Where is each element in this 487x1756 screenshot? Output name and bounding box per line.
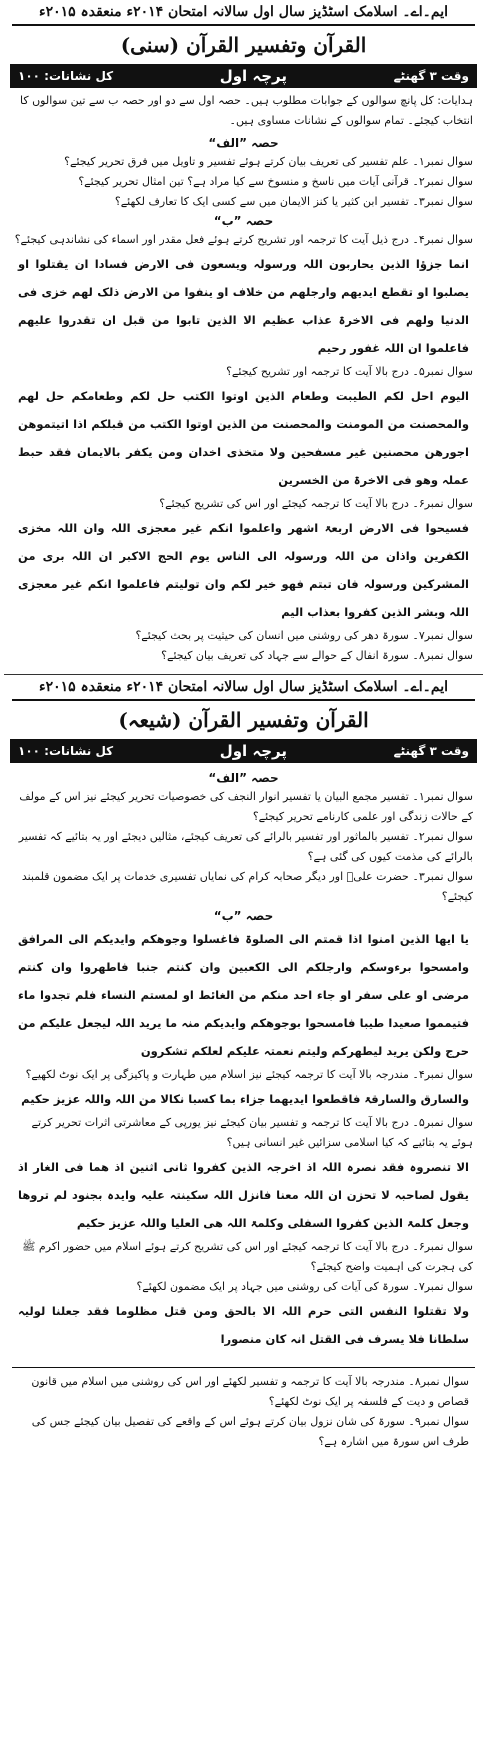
- question-4: سوال نمبر۴۔ درج ذیل آیت کا ترجمہ اور تشریح کرتے ہوئے فعل مقدر اور اسماء کی نشاندہی کیجئے؟: [14, 233, 473, 246]
- question-2: سوال نمبر۲۔ تفسیر بالماثور اور تفسیر بالرائے کی تعریف کیجئے، مثالیں دیجئے اور یہ بتائیے کہ تفسیر بالرائے کی مذمت کیوں کی گئی ہے؟: [18, 830, 473, 863]
- exam-header: ایم۔اے۔ اسلامک اسٹڈیز سال اول سالانہ امتحان ۲۰۱۴ء منعقدہ ۲۰۱۵ء: [38, 679, 448, 695]
- question-6: سوال نمبر۶۔ درج بالا آیت کا ترجمہ کیجئے اور اس کی تشریح کیجئے؟: [159, 497, 473, 510]
- verse-q4: انما جزؤا الذین یحاربون اللہ ورسولہ ویسعون فی الارض فسادا ان یقتلوا او یصلبوا او تقطع ایدیھم وارجلھم من خلاف او ینفوا من الارض ذلک لھم خزی فی الدنیا ولھم فی الاخرۃ عذاب عظیم الا الذین تابوا من قبل ان تقدروا علیھم فاعلموا ان اللہ غفور رحیم: [18, 257, 469, 355]
- verse-q7: ولا تقتلوا النفس التی حرم اللہ الا بالحق ومن قتل مظلوما فقد جعلنا لولیہ سلطانا فلا یسرف فی القتل انہ کان منصورا: [18, 1304, 469, 1346]
- question-5: سوال نمبر۵۔ درج بالا آیت کا ترجمہ و تفسیر بیان کیجئے نیز یورپی کے معاشرتی اثرات تحریر کرتے ہوئے یہ بتائیے کہ کیا اسلامی سزائیں غیر انسانی ہیں؟: [31, 1116, 473, 1149]
- question-7: سوال نمبر۷۔ سورۃ دھر کی روشنی میں انسان کی حیثیت پر بحث کیجئے؟: [135, 629, 473, 642]
- subject-title: القرآن وتفسیر القرآن (سنی): [120, 33, 367, 57]
- question-7: سوال نمبر۷۔ سورۃ کی آیات کی روشنی میں جہاد پر ایک مضمون لکھئے؟: [136, 1280, 473, 1293]
- question-4: سوال نمبر۴۔ مندرجہ بالا آیت کا ترجمہ کیجئے نیز اسلام میں طہارت و پاکیزگی پر ایک نوٹ لکھیے؟: [25, 1068, 473, 1081]
- time-label: وقت ۳ گھنٹے: [393, 69, 469, 83]
- instructions: ہدایات: کل پانچ سوالوں کے جوابات مطلوب ہیں۔ حصہ اول سے دو اور حصہ ب سے تین سوالوں کا انتخاب کیجئے۔ تمام سوالوں کے نشانات مساوی ہیں۔: [20, 94, 473, 127]
- paper-shia: [0, 675, 487, 1452]
- verse-q5: والسارق والسارقۃ فاقطعوا ایدیھما جزاء بما کسبا نکالا من اللہ واللہ عزیز حکیم: [21, 1092, 469, 1106]
- section-b-heading: حصہ ”ب“: [213, 214, 274, 228]
- exam-header: ایم۔اے۔ اسلامک اسٹڈیز سال اول سالانہ امتحان ۲۰۱۴ء منعقدہ ۲۰۱۵ء: [38, 4, 448, 20]
- section-a-heading: حصہ ”الف“: [208, 136, 279, 150]
- verse-q5: الیوم احل لکم الطیبت وطعام الذین اوتوا الکتب حل لکم وطعامکم حل لھم والمحصنت من المومنت والمحصنت من الذین اوتوا الکتب من قبلکم اذا اتیتموھن اجورھن محصنین غیر مسفحین ولا متخذی اخدان ومن یکفر بالایمان فقد حبط عملہ وھو فی الاخرۃ من الخسرین: [18, 389, 469, 487]
- question-3: سوال نمبر۳۔ تفسیر ابن کثیر یا کنز الایمان میں سے کسی ایک کا تعارف لکھئے؟: [114, 195, 473, 208]
- question-5: سوال نمبر۵۔ درج بالا آیت کا ترجمہ اور تشریح کیجئے؟: [226, 365, 473, 378]
- section-b-heading: حصہ ”ب“: [213, 909, 274, 923]
- paper-title: پرچہ اول: [219, 67, 287, 85]
- footer-questions: [12, 1367, 475, 1452]
- question-1: سوال نمبر۱۔ تفسیر مجمع البیان یا تفسیر انوار النجف کی خصوصیات تحریر کیجئے نیز اس کے مولف کے حالات زندگی اور علمی کارنامے تحریر کیجئے؟: [19, 790, 473, 823]
- question-8: سوال نمبر۸۔ سورۃ انفال کے حوالے سے جہاد کی تعریف بیان کیجئے؟: [161, 649, 473, 662]
- question-3: سوال نمبر۳۔ حضرت علیؑ اور دیگر صحابہ کرام کی نمایاں تفسیری خدمات پر ایک مضمون قلمبند کیجئے؟: [21, 870, 473, 903]
- verse-q6: فسیحوا فی الارض اربعۃ اشھر واعلموا انکم غیر معجزی اللہ وان اللہ مخزی الکفرین واذان من اللہ ورسولہ الی الناس یوم الحج الاکبر ان اللہ بری من المشرکین ورسولہ فان تبتم فھو خیر لکم وان تولیتم فاعلموا انکم غیر معجزی اللہ وبشر الذین کفروا بعذاب الیم: [18, 521, 469, 619]
- question-6: سوال نمبر۶۔ درج بالا آیت کا ترجمہ کیجئے اور اس کی تشریح کرتے ہوئے اسلام میں حضور اکرم ﷺ کی ہجرت کی اہمیت واضح کیجئے؟: [22, 1240, 473, 1273]
- question-2: سوال نمبر۲۔ قرآنی آیات میں ناسخ و منسوخ سے کیا مراد ہے؟ تین امثال تحریر کیجئے؟: [78, 175, 473, 188]
- paper-sunni: [0, 0, 487, 666]
- paper-info-bar: [10, 739, 477, 763]
- paper-title: پرچہ اول: [219, 742, 287, 760]
- marks-label: کل نشانات: ۱۰۰: [18, 744, 114, 758]
- question-8: سوال نمبر۸۔ مندرجہ بالا آیت کا ترجمہ و تفسیر لکھئے اور اس کی روشنی میں اسلام میں قانون قصاص و دیت کے فلسفہ پر ایک نوٹ لکھئے؟: [31, 1375, 469, 1408]
- verse-q4: یا ایھا الذین امنوا اذا قمتم الی الصلوۃ فاغسلوا وجوھکم وایدیکم الی المرافق وامسحوا برءوسکم وارجلکم الی الکعبین وان کنتم جنبا فاطھروا وان کنتم مرضی او علی سفر او جاء احد منکم من الغائط او لمستم النساء فلم تجدوا ماء فتیمموا صعیدا طیبا فامسحوا بوجوھکم وایدیکم منہ ما یرید اللہ لیجعل علیکم من حرج ولکن یرید لیطھرکم ولیتم نعمتہ علیکم لعلکم تشکرون: [18, 932, 469, 1058]
- time-label: وقت ۳ گھنٹے: [393, 744, 469, 758]
- paper-info-bar: [10, 64, 477, 88]
- marks-label: کل نشانات: ۱۰۰: [18, 69, 114, 83]
- question-9: سوال نمبر۹۔ سورۃ کی شان نزول بیان کرتے ہوئے اس کے واقعے کی تفصیل بیان کیجئے جس کی طرف اس سورۃ میں اشارہ ہے؟: [31, 1415, 469, 1448]
- subject-title: القرآن وتفسیر القرآن (شیعہ): [118, 708, 369, 732]
- question-1: سوال نمبر۱۔ علم تفسیر کی تعریف بیان کرتے ہوئے تفسیر و تاویل میں فرق تحریر کیجئے؟: [64, 155, 473, 168]
- section-a-heading: حصہ ”الف“: [208, 771, 279, 785]
- verse-q6: الا تنصروہ فقد نصرہ اللہ اذ اخرجہ الذین کفروا ثانی اثنین اذ ھما فی الغار اذ یقول لصاحبہ لا تحزن ان اللہ معنا فانزل اللہ سکینتہ علیہ وایدہ بجنود لم تروھا وجعل کلمۃ الذین کفروا السفلی وکلمۃ اللہ ھی العلیا واللہ عزیز حکیم: [18, 1160, 469, 1230]
